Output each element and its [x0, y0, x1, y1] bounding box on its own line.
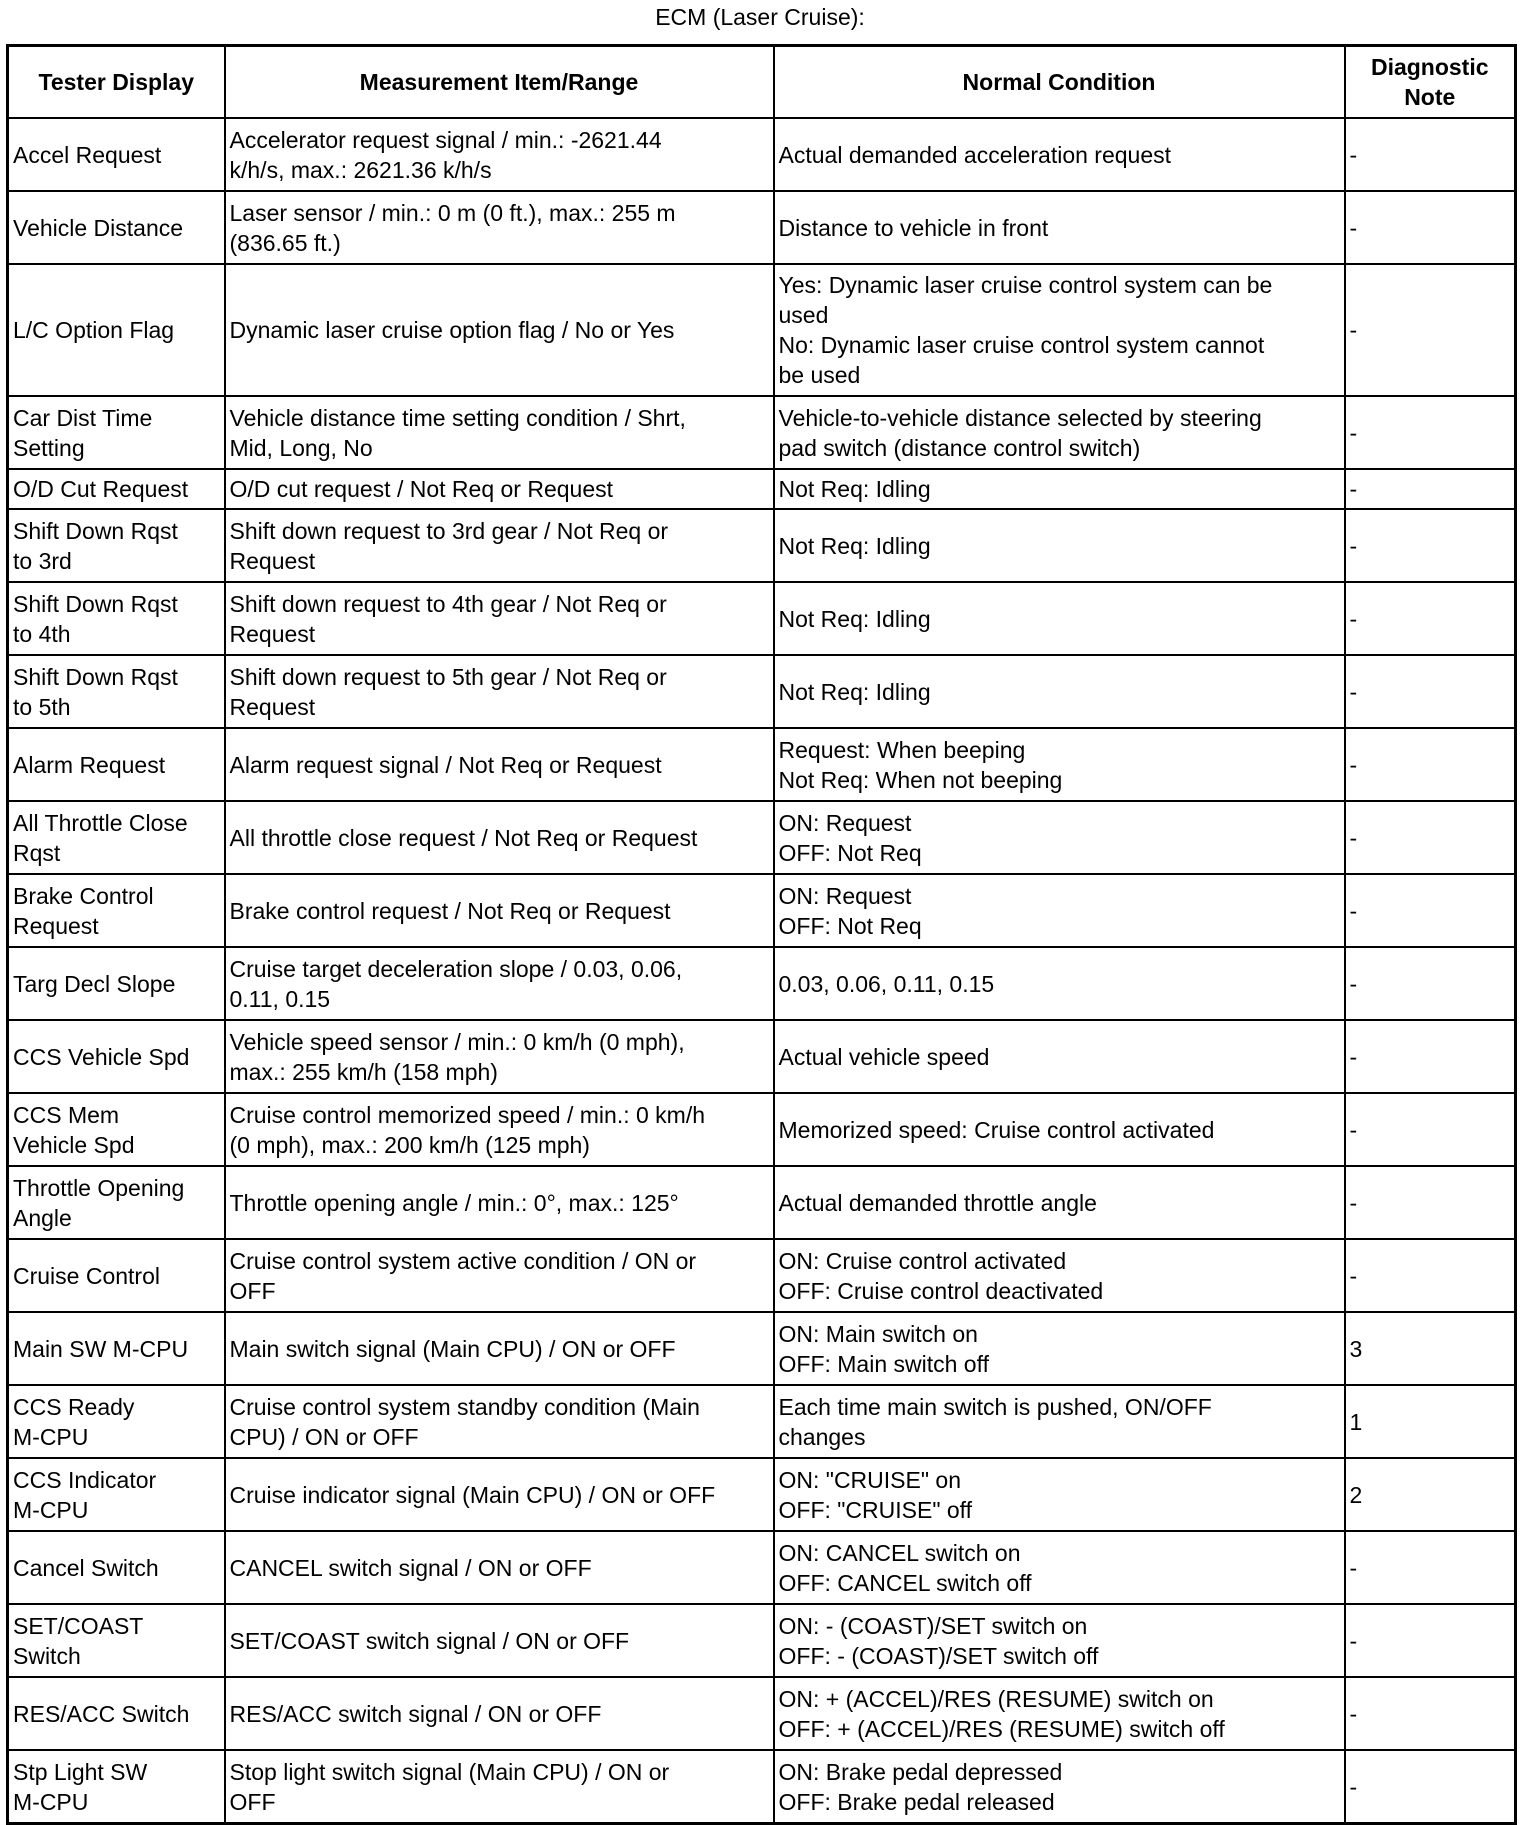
cell-normal-condition: Memorized speed: Cruise control activated — [774, 1093, 1345, 1166]
table-row — [8, 874, 1516, 947]
cell-tester-display: Targ Decl Slope — [8, 947, 225, 1020]
cell-tester-display: L/C Option Flag — [8, 264, 225, 396]
cell-tester-display: Main SW M-CPU — [8, 1312, 225, 1385]
cell-measurement-range: Cruise target deceleration slope / 0.03, 0.06, 0.11, 0.15 — [225, 947, 774, 1020]
table-body — [8, 118, 1516, 1824]
cell-diagnostic-note: - — [1345, 655, 1516, 728]
cell-tester-display: Cruise Control — [8, 1239, 225, 1312]
cell-measurement-range: Stop light switch signal (Main CPU) / ON or OFF — [225, 1750, 774, 1824]
cell-measurement-range: SET/COAST switch signal / ON or OFF — [225, 1604, 774, 1677]
cell-measurement-range: RES/ACC switch signal / ON or OFF — [225, 1677, 774, 1750]
cell-tester-display: All Throttle Close Rqst — [8, 801, 225, 874]
cell-tester-display: Alarm Request — [8, 728, 225, 801]
cell-diagnostic-note: - — [1345, 1677, 1516, 1750]
cell-normal-condition: ON: Main switch on OFF: Main switch off — [774, 1312, 1345, 1385]
cell-diagnostic-note: - — [1345, 1239, 1516, 1312]
cell-normal-condition: Not Req: Idling — [774, 509, 1345, 582]
cell-diagnostic-note: - — [1345, 396, 1516, 469]
table-row — [8, 1385, 1516, 1458]
cell-tester-display: Shift Down Rqst to 4th — [8, 582, 225, 655]
cell-tester-display: Shift Down Rqst to 3rd — [8, 509, 225, 582]
cell-tester-display: Stp Light SW M-CPU — [8, 1750, 225, 1824]
cell-measurement-range: Laser sensor / min.: 0 m (0 ft.), max.: 255 m (836.65 ft.) — [225, 191, 774, 264]
table-row — [8, 1239, 1516, 1312]
table-row — [8, 1531, 1516, 1604]
table-row — [8, 801, 1516, 874]
cell-tester-display: Brake Control Request — [8, 874, 225, 947]
cell-tester-display: Throttle Opening Angle — [8, 1166, 225, 1239]
cell-diagnostic-note: - — [1345, 191, 1516, 264]
cell-diagnostic-note: 3 — [1345, 1312, 1516, 1385]
cell-normal-condition: ON: Request OFF: Not Req — [774, 801, 1345, 874]
cell-normal-condition: Distance to vehicle in front — [774, 191, 1345, 264]
cell-diagnostic-note: 1 — [1345, 1385, 1516, 1458]
cell-diagnostic-note: - — [1345, 582, 1516, 655]
cell-tester-display: CCS Mem Vehicle Spd — [8, 1093, 225, 1166]
cell-diagnostic-note: - — [1345, 728, 1516, 801]
cell-normal-condition: 0.03, 0.06, 0.11, 0.15 — [774, 947, 1345, 1020]
header-measurement-item: Measurement Item/Range — [225, 46, 774, 119]
cell-measurement-range: Shift down request to 5th gear / Not Req or Request — [225, 655, 774, 728]
cell-normal-condition: ON: Brake pedal depressed OFF: Brake pedal released — [774, 1750, 1345, 1824]
cell-measurement-range: Main switch signal (Main CPU) / ON or OFF — [225, 1312, 774, 1385]
cell-normal-condition: Each time main switch is pushed, ON/OFF changes — [774, 1385, 1345, 1458]
cell-diagnostic-note: - — [1345, 1750, 1516, 1824]
header-normal-condition: Normal Condition — [774, 46, 1345, 119]
cell-measurement-range: Vehicle speed sensor / min.: 0 km/h (0 mph), max.: 255 km/h (158 mph) — [225, 1020, 774, 1093]
cell-measurement-range: All throttle close request / Not Req or Request — [225, 801, 774, 874]
cell-measurement-range: Accelerator request signal / min.: -2621.44 k/h/s, max.: 2621.36 k/h/s — [225, 118, 774, 191]
cell-normal-condition: ON: - (COAST)/SET switch on OFF: - (COAST)/SET switch off — [774, 1604, 1345, 1677]
table-row — [8, 191, 1516, 264]
cell-diagnostic-note: - — [1345, 947, 1516, 1020]
cell-normal-condition: Vehicle-to-vehicle distance selected by steering pad switch (distance control switch) — [774, 396, 1345, 469]
table-row — [8, 655, 1516, 728]
cell-normal-condition: Actual demanded throttle angle — [774, 1166, 1345, 1239]
cell-diagnostic-note: - — [1345, 264, 1516, 396]
cell-tester-display: Accel Request — [8, 118, 225, 191]
table-row — [8, 728, 1516, 801]
cell-tester-display: Car Dist Time Setting — [8, 396, 225, 469]
cell-normal-condition: Actual demanded acceleration request — [774, 118, 1345, 191]
cell-diagnostic-note: - — [1345, 509, 1516, 582]
cell-tester-display: Cancel Switch — [8, 1531, 225, 1604]
table-row — [8, 1020, 1516, 1093]
cell-diagnostic-note: - — [1345, 1166, 1516, 1239]
cell-measurement-range: Cruise indicator signal (Main CPU) / ON or OFF — [225, 1458, 774, 1531]
table-row — [8, 509, 1516, 582]
ecm-data-table — [6, 44, 1517, 1825]
table-row — [8, 1166, 1516, 1239]
table-row — [8, 1677, 1516, 1750]
cell-normal-condition: Not Req: Idling — [774, 655, 1345, 728]
cell-normal-condition: Not Req: Idling — [774, 469, 1345, 509]
page-title: ECM (Laser Cruise): — [655, 4, 865, 30]
cell-measurement-range: O/D cut request / Not Req or Request — [225, 469, 774, 509]
table-row — [8, 1604, 1516, 1677]
cell-measurement-range: Alarm request signal / Not Req or Request — [225, 728, 774, 801]
cell-tester-display: O/D Cut Request — [8, 469, 225, 509]
cell-measurement-range: CANCEL switch signal / ON or OFF — [225, 1531, 774, 1604]
cell-measurement-range: Brake control request / Not Req or Request — [225, 874, 774, 947]
cell-measurement-range: Cruise control system active condition / ON or OFF — [225, 1239, 774, 1312]
cell-measurement-range: Vehicle distance time setting condition / Shrt, Mid, Long, No — [225, 396, 774, 469]
table-row — [8, 118, 1516, 191]
cell-measurement-range: Throttle opening angle / min.: 0°, max.: 125° — [225, 1166, 774, 1239]
cell-tester-display: CCS Ready M-CPU — [8, 1385, 225, 1458]
cell-diagnostic-note: - — [1345, 1020, 1516, 1093]
cell-diagnostic-note: - — [1345, 874, 1516, 947]
cell-normal-condition: Yes: Dynamic laser cruise control system can be used No: Dynamic laser cruise control system cannot be used — [774, 264, 1345, 396]
header-diagnostic-note: Diagnostic Note — [1345, 46, 1516, 119]
cell-normal-condition: ON: "CRUISE" on OFF: "CRUISE" off — [774, 1458, 1345, 1531]
table-row — [8, 947, 1516, 1020]
cell-diagnostic-note: - — [1345, 1531, 1516, 1604]
cell-tester-display: CCS Vehicle Spd — [8, 1020, 225, 1093]
cell-tester-display: RES/ACC Switch — [8, 1677, 225, 1750]
cell-measurement-range: Cruise control system standby condition (Main CPU) / ON or OFF — [225, 1385, 774, 1458]
cell-normal-condition: Actual vehicle speed — [774, 1020, 1345, 1093]
cell-normal-condition: ON: + (ACCEL)/RES (RESUME) switch on OFF: + (ACCEL)/RES (RESUME) switch off — [774, 1677, 1345, 1750]
cell-measurement-range: Shift down request to 3rd gear / Not Req or Request — [225, 509, 774, 582]
cell-normal-condition: Not Req: Idling — [774, 582, 1345, 655]
cell-normal-condition: Request: When beeping Not Req: When not beeping — [774, 728, 1345, 801]
cell-tester-display: CCS Indicator M-CPU — [8, 1458, 225, 1531]
cell-diagnostic-note: - — [1345, 1604, 1516, 1677]
table-row — [8, 264, 1516, 396]
cell-diagnostic-note: - — [1345, 801, 1516, 874]
cell-tester-display: SET/COAST Switch — [8, 1604, 225, 1677]
table-row — [8, 1312, 1516, 1385]
table-row — [8, 1458, 1516, 1531]
table-row — [8, 582, 1516, 655]
table-row — [8, 1750, 1516, 1824]
table-row — [8, 469, 1516, 509]
cell-diagnostic-note: - — [1345, 469, 1516, 509]
cell-normal-condition: ON: Cruise control activated OFF: Cruise control deactivated — [774, 1239, 1345, 1312]
cell-measurement-range: Cruise control memorized speed / min.: 0 km/h (0 mph), max.: 200 km/h (125 mph) — [225, 1093, 774, 1166]
cell-normal-condition: ON: Request OFF: Not Req — [774, 874, 1345, 947]
cell-diagnostic-note: - — [1345, 1093, 1516, 1166]
cell-tester-display: Vehicle Distance — [8, 191, 225, 264]
cell-measurement-range: Shift down request to 4th gear / Not Req or Request — [225, 582, 774, 655]
cell-diagnostic-note: - — [1345, 118, 1516, 191]
header-tester-display: Tester Display — [8, 46, 225, 119]
cell-tester-display: Shift Down Rqst to 5th — [8, 655, 225, 728]
cell-normal-condition: ON: CANCEL switch on OFF: CANCEL switch off — [774, 1531, 1345, 1604]
cell-measurement-range: Dynamic laser cruise option flag / No or Yes — [225, 264, 774, 396]
cell-diagnostic-note: 2 — [1345, 1458, 1516, 1531]
table-header-row — [8, 46, 1516, 119]
table-row — [8, 1093, 1516, 1166]
table-row — [8, 396, 1516, 469]
